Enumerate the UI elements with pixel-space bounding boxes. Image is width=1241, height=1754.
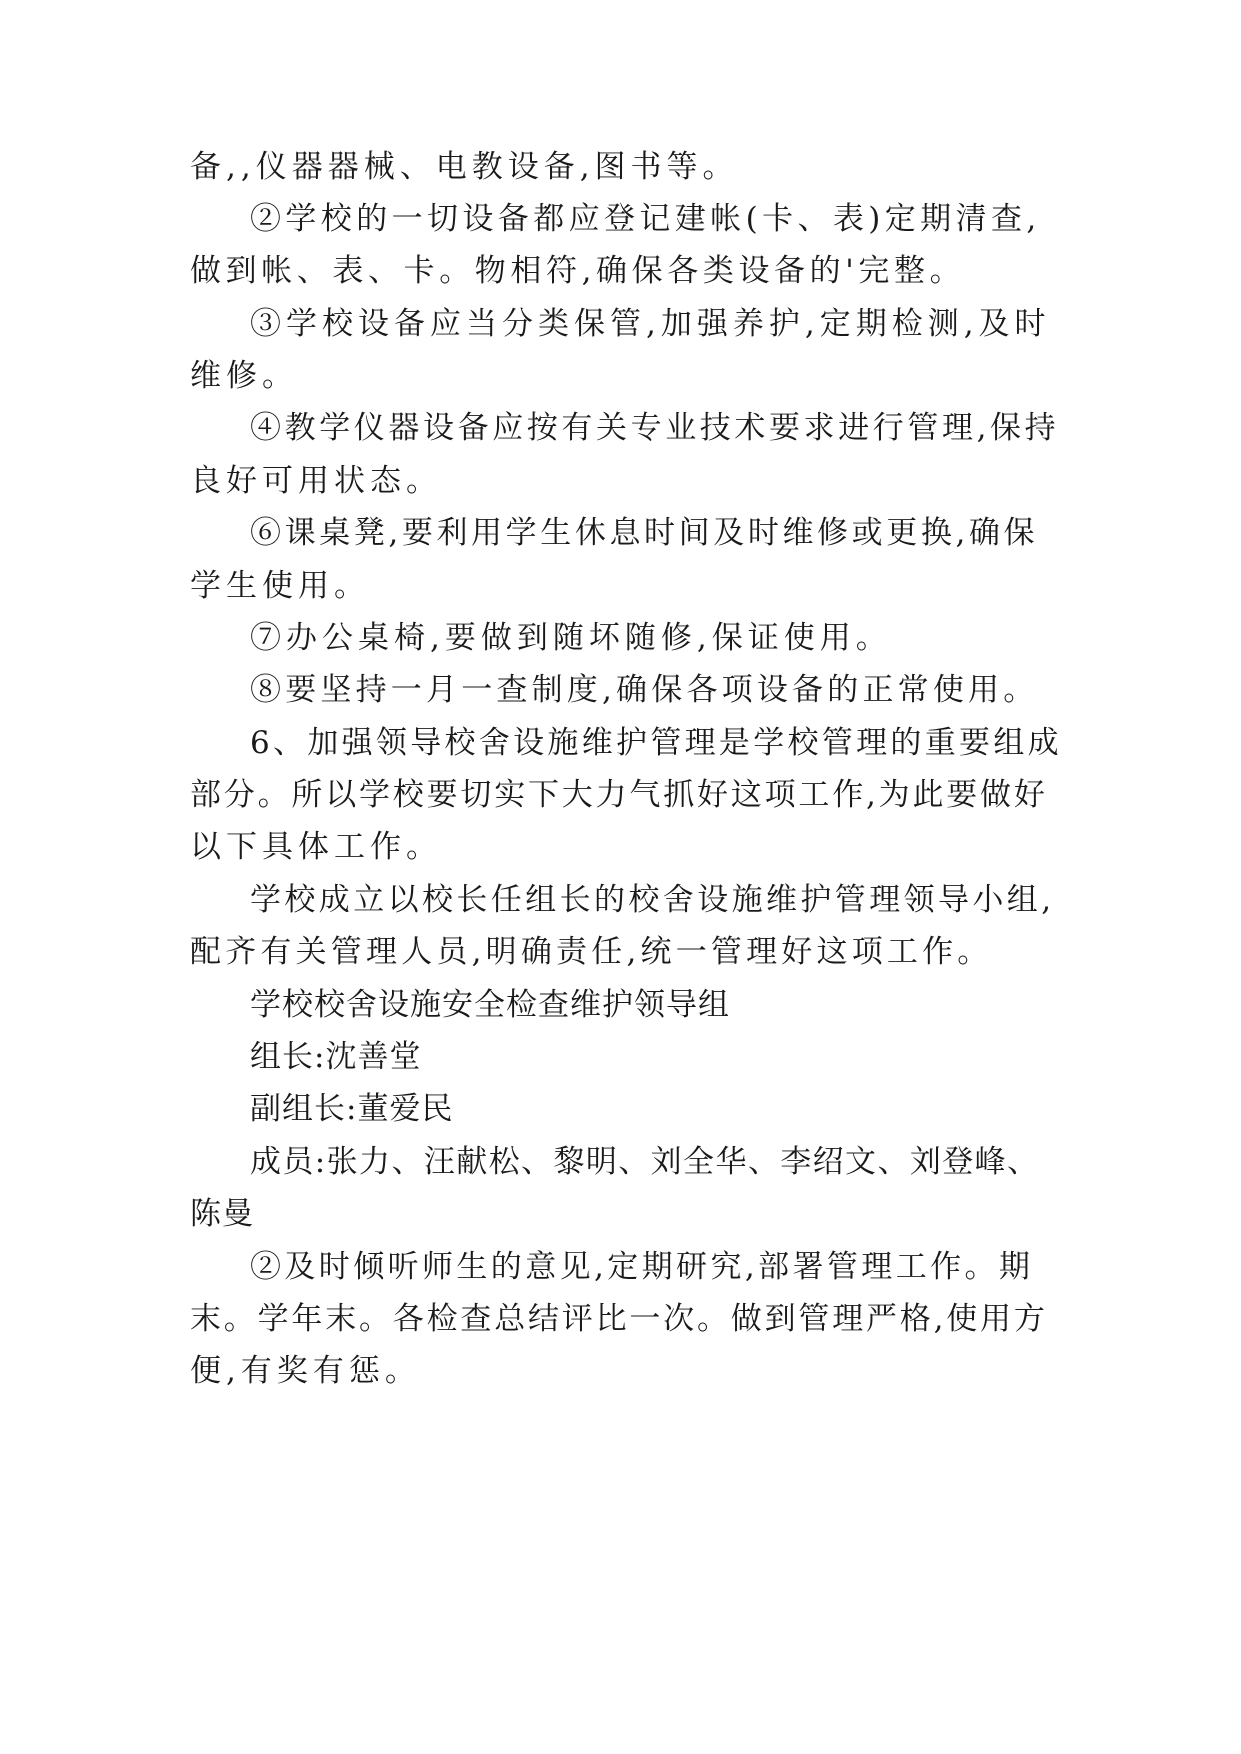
text-line: 组长:沈善堂 xyxy=(250,1039,422,1075)
text-line: 学校成立以校长任组长的校舍设施维护管理领导小组, xyxy=(250,882,1055,918)
text-line: 部分。所以学校要切实下大力气抓好这项工作,为此要做好 xyxy=(190,777,1048,813)
text-line: 配齐有关管理人员,明确责任,统一管理好这项工作。 xyxy=(190,934,993,970)
text-line: 成员:张力、汪献松、黎明、刘全华、李绍文、刘登峰、 xyxy=(250,1144,1040,1180)
text-line: 备,,仪器器械、电教设备,图书等。 xyxy=(190,149,739,185)
text-line: 以下具体工作。 xyxy=(190,829,442,865)
text-line: 做到帐、表、卡。物相符,确保各类设备的'完整。 xyxy=(190,253,966,289)
text-line: 陈曼 xyxy=(190,1196,254,1232)
text-line: ②及时倾听师生的意见,定期研究,部署管理工作。期 xyxy=(250,1249,1034,1285)
text-line: 末。学年末。各检查总结评比一次。做到管理严格,使用方 xyxy=(190,1301,1048,1337)
text-line: 6、加强领导校舍设施维护管理是学校管理的重要组成 xyxy=(250,725,1062,761)
text-line: 学生使用。 xyxy=(190,568,370,604)
text-line: 维修。 xyxy=(190,358,298,394)
text-line: ⑧要坚持一月一查制度,确保各项设备的正常使用。 xyxy=(250,672,1039,708)
text-line: ③学校设备应当分类保管,加强养护,定期检测,及时 xyxy=(250,306,1051,342)
text-line: ②学校的一切设备都应登记建帐(卡、表)定期清查, xyxy=(250,201,1041,237)
text-line: ⑥课桌凳,要利用学生休息时间及时维修或更换,确保 xyxy=(250,515,1039,551)
text-line: ④教学仪器设备应按有关专业技术要求进行管理,保持 xyxy=(250,410,1060,446)
text-line: 良好可用状态。 xyxy=(190,463,442,499)
text-line: ⑦办公桌椅,要做到随坏随修,保证使用。 xyxy=(250,620,892,656)
text-line: 便,有奖有惩。 xyxy=(190,1353,421,1389)
text-line: 学校校舍设施安全检查维护领导组 xyxy=(250,987,730,1023)
text-line: 副组长:董爱民 xyxy=(250,1091,454,1127)
